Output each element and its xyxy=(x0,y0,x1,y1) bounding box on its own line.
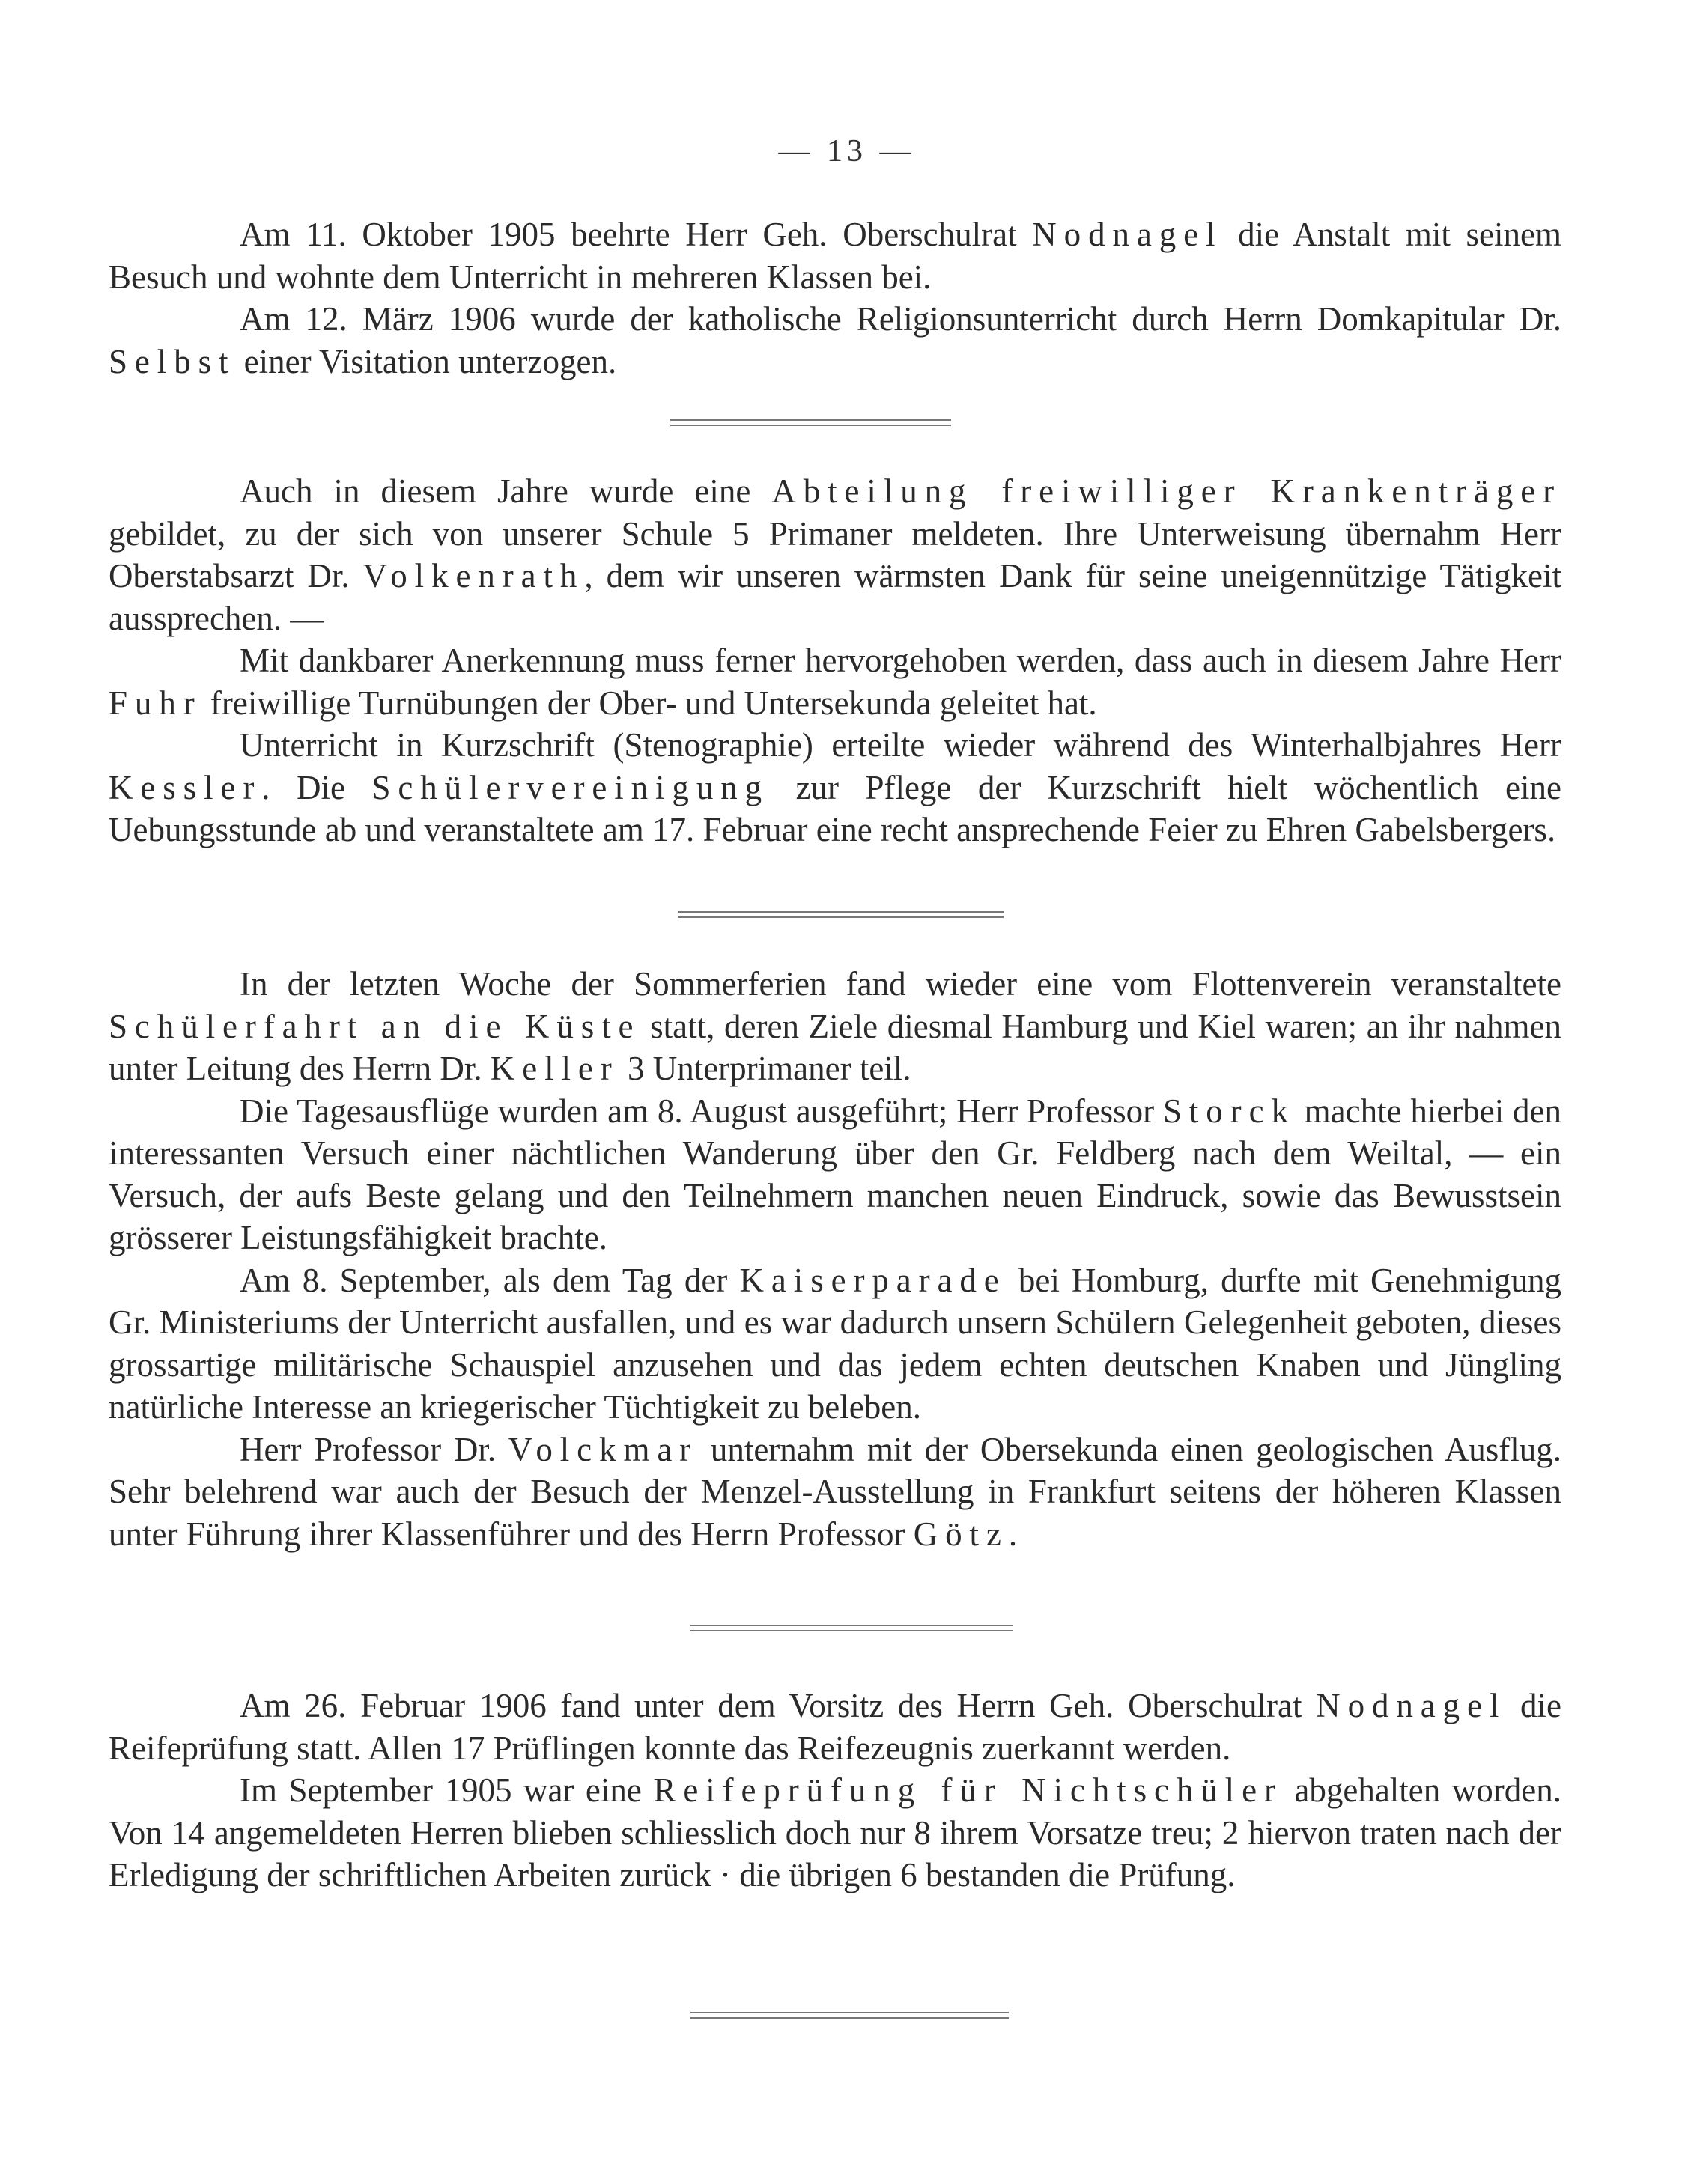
spaced-emphasis-text: Selbst xyxy=(109,342,236,380)
spaced-emphasis-text: Nodnagel xyxy=(1032,216,1223,253)
spaced-emphasis-text: Schülervereinigung xyxy=(371,768,770,806)
paragraph xyxy=(109,298,1561,383)
text-segment: Herr Professor Dr. xyxy=(240,1430,508,1468)
text-segment: einer Visitation unterzogen. xyxy=(235,342,617,380)
paragraph xyxy=(109,1685,1561,1769)
section-volunteers-stenography xyxy=(109,470,1561,851)
page-number: — 13 — xyxy=(778,134,916,168)
paragraph xyxy=(109,1769,1561,1896)
text-segment: Mit dankbarer Anerkennung muss ferner hervorgehoben werden, dass auch in diesem Jahre Herr xyxy=(240,642,1561,679)
spaced-emphasis-text: Fuhr xyxy=(109,684,202,722)
section-inspections xyxy=(109,213,1561,383)
paragraph xyxy=(109,1090,1561,1259)
text-segment: Unterricht in Kurzschrift (Stenographie) erteilte wieder während des Winterhalbjahres Herr xyxy=(240,726,1561,764)
section-exams xyxy=(109,1685,1561,1896)
paragraph xyxy=(109,639,1561,724)
spaced-emphasis-text: Kaiserparade xyxy=(739,1261,1007,1299)
text-segment: Am 8. September, als dem Tag der xyxy=(240,1261,740,1299)
paragraph xyxy=(109,470,1561,639)
text-segment: 3 Unterprimaner teil. xyxy=(619,1050,911,1087)
text-segment: bei Homburg, durfte mit Genehmigung Gr. Ministeriums der Unterricht ausfallen, und es war dadurch unsern Schülern Gelegenheit geboten, dieses grossartige militärische Schauspiel anzusehen und das jedem echten deutschen Knaben und Jüngling natürliche Interesse an kriegerischer Tüchtigkeit zu beleben. xyxy=(109,1261,1562,1426)
text-segment: statt, deren Ziele diesmal Hamburg und Kiel waren; an ihr nahmen unter Leitung des Herrn Dr. xyxy=(109,1007,1561,1087)
spaced-emphasis-text: Kessler xyxy=(109,768,262,806)
text-segment: Am 12. März 1906 wurde der katholische Religionsunterricht durch Herrn Domkapitular Dr. xyxy=(240,300,1561,338)
text-segment: die Anstalt mit seinem Besuch und wohnte dem Unterricht in mehreren Klassen bei. xyxy=(109,216,1561,296)
text-segment: , dem wir unseren wärmsten Dank für seine uneigennützige Tätigkeit aussprechen. — xyxy=(109,557,1561,637)
text-segment: In der letzten Woche der Sommerferien fand wieder eine vom Flottenverein veranstaltete xyxy=(240,965,1561,1003)
spaced-emphasis-text: Storck xyxy=(1162,1092,1296,1130)
text-segment: zur Pflege der Kurzschrift hielt wöchentlich eine Uebungsstunde ab und veranstaltete am 17. Februar eine recht ansprechende Feier zu Ehren Gabelsbergers. xyxy=(109,768,1561,848)
text-segment: Am 11. Oktober 1905 beehrte Herr Geh. Oberschulrat xyxy=(240,216,1033,253)
spaced-emphasis-text: Reifeprüfung für Nichtschüler xyxy=(653,1771,1283,1809)
section-divider xyxy=(690,1625,1013,1631)
text-segment: freiwillige Turnübungen der Ober- und Untersekunda geleitet hat. xyxy=(201,684,1097,722)
spaced-emphasis-text: Volckmar xyxy=(508,1430,699,1468)
section-divider xyxy=(690,2012,1009,2019)
text-segment: Auch in diesem Jahre wurde eine xyxy=(240,472,772,510)
paragraph xyxy=(109,963,1561,1090)
spaced-emphasis-text: Volkenrath xyxy=(362,557,585,594)
paragraph xyxy=(109,1259,1561,1429)
text-segment: . Die xyxy=(261,768,372,806)
paragraph xyxy=(109,213,1561,298)
spaced-emphasis-text: Abteilung freiwilliger Krankenträger xyxy=(771,472,1561,510)
text-segment: Im September 1905 war eine xyxy=(240,1771,654,1809)
spaced-emphasis-text: Götz xyxy=(913,1515,1009,1553)
spaced-emphasis-text: Schülerfahrt an die Küste xyxy=(109,1007,641,1045)
text-segment: Die Tagesausflüge wurden am 8. August ausgeführt; Herr Professor xyxy=(240,1092,1163,1130)
section-divider xyxy=(678,911,1004,918)
text-segment: Am 26. Februar 1906 fand unter dem Vorsitz des Herrn Geh. Oberschulrat xyxy=(240,1687,1317,1724)
text-segment: gebildet, zu der sich von unserer Schule 5 Primaner meldeten. Ihre Unterweisung übernahm Herr Oberstabsarzt Dr. xyxy=(109,514,1561,594)
text-segment: abgehalten worden. Von 14 angemeldeten Herren blieben schliesslich doch nur 8 ihrem Vorsatze treu; 2 hiervon traten nach der Erledigung der schriftlichen Arbeiten zurück · die übrigen 6 bestanden die Prüfung. xyxy=(109,1771,1561,1893)
text-segment: . xyxy=(1008,1515,1018,1553)
text-segment: die Reifeprüfung statt. Allen 17 Prüflingen konnte das Reifezeugnis zuerkannt werden. xyxy=(109,1687,1561,1767)
section-divider xyxy=(670,419,951,426)
paragraph xyxy=(109,1429,1561,1556)
text-segment: machte hierbei den interessanten Versuch einer nächtlichen Wanderung über den Gr. Feldberg nach dem Weiltal, — ein Versuch, der aufs Beste gelang und den Teilnehmern manchen neuen Eindruck, sowie das Bewusstsein grösserer Leistungsfähigkeit brachte. xyxy=(109,1092,1561,1256)
text-segment: unternahm mit der Obersekunda einen geologischen Ausflug. Sehr belehrend war auch der Besuch der Menzel-Ausstellung in Frankfurt seitens der höheren Klassen unter Führung ihrer Klassenführer und des Herrn Professor xyxy=(109,1430,1562,1553)
section-excursions xyxy=(109,963,1561,1555)
spaced-emphasis-text: Keller xyxy=(490,1050,619,1087)
paragraph xyxy=(109,724,1561,851)
spaced-emphasis-text: Nodnagel xyxy=(1316,1687,1507,1724)
